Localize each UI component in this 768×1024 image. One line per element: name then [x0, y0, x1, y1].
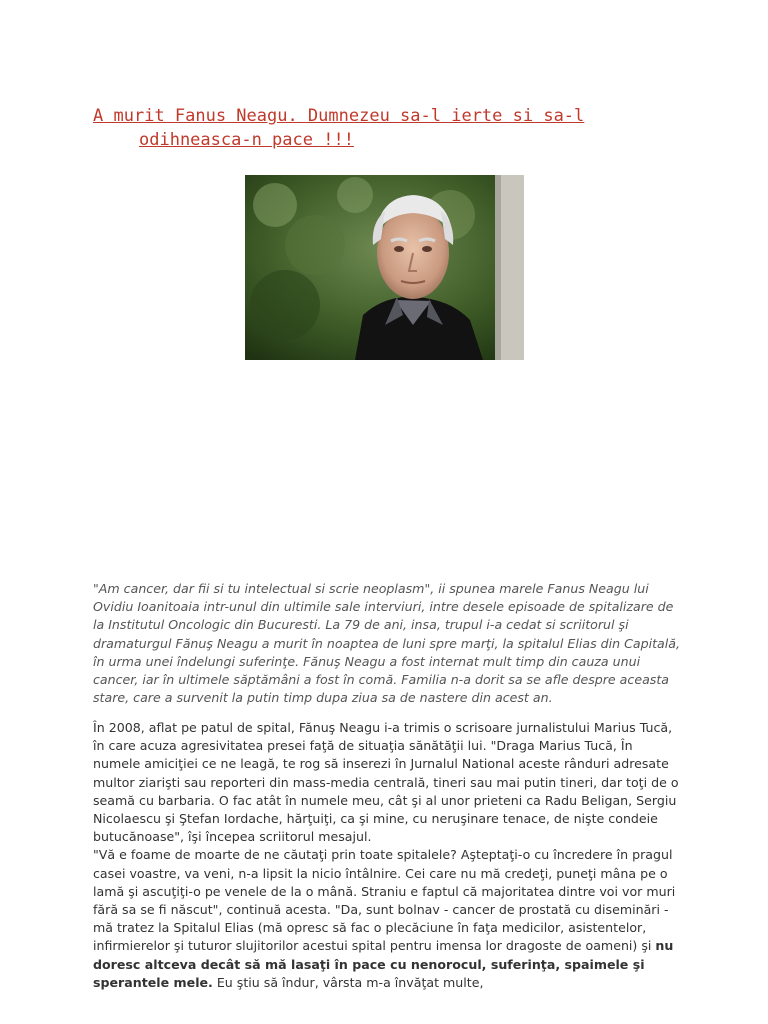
paragraph-2-bold: nu doresc altceva decât să mă lasaţi în pace cu nenorocul, suferinţa, spaimele şi sperantele mele.	[93, 938, 674, 990]
article-paragraph-1: În 2008, aflat pe patul de spital, Fănuş Neagu i-a trimis o scrisoare jurnalistului Marius Tucă, în care acuza agresivitatea presei faţă de situaţia sănătăţii lui. "Draga Marius Tucă, În numele amiciţiei ce ne leagă, te rog să inserezi în Jurnalul National aceste rânduri adresate multor ziarişti sau reporteri din mass-media centrală, tineri sau mai putin tineri, dar toţi de o seamă cu barbaria. O fac atât în numele meu, cât şi al unor prieteni ca Radu Beligan, Sergiu Nicolaescu şi Ştefan Iordache, hărţuiţi, ca şi mine, cu neruşinare tenace, de nişte condeie butucănoase", îşi începea scriitorul mesajul.	[93, 720, 679, 845]
article-body	[93, 719, 683, 992]
portrait-illustration	[245, 175, 524, 360]
article-title-line1[interactable]: A murit Fanus Neagu. Dumnezeu sa-l ierte si sa-l	[93, 106, 585, 126]
article-title-link[interactable]	[93, 104, 653, 152]
article-title-line2[interactable]: odihneasca-n pace !!!	[139, 130, 354, 150]
article-paragraph-2	[93, 846, 683, 992]
article-intro: "Am cancer, dar fii si tu intelectual si scrie neoplasm", ii spunea marele Fanus Neagu lui Ovidiu Ioanitoaia intr-unul din ultimile sale interviuri, intre desele episoade de spitalizare de la Institutul Oncologic din Bucuresti. La 79 de ani, insa, trupul i-a cedat si scriitorul şi dramaturgul Fănuş Neagu a murit în noaptea de luni spre marţi, la spitalul Elias din Capitală, în urma unei îndelungi suferinţe. Fănuş Neagu a fost internat mult timp din cauza unui cancer, iar în ultimele săptămâni a fost în comă. Familia n-a dorit sa se afle despre aceasta stare, care a survenit la putin timp dupa ziua sa de nastere din acest an.	[93, 581, 680, 706]
paragraph-2-start: "Vă e foame de moarte de ne căutaţi prin toate spitalele? Aşteptaţi-o cu încredere în pragul casei voastre, va veni, n-a lipsit la nicio întâlnire. Cei care nu mă credeţi, puneţi mâna pe o lamă şi ascuţiţi-o pe venele de la o mână. Straniu e faptul că majoritatea dintre voi vor muri fără sa se fi născut", continuă acesta. "Da, sunt bolnav - cancer de prostată cu diseminări - mă tratez la Spitalul Elias (mă opresc să fac o plecăciune în faţa medicilor, asistentelor, infirmierelor şi tuturor slujitorilor acestui spital pentru imensa lor dragoste de oameni) şi	[93, 847, 676, 954]
paragraph-2-end: Eu ştiu să îndur, vârsta m-a învăţat multe,	[212, 974, 484, 990]
portrait-photo	[245, 175, 524, 360]
